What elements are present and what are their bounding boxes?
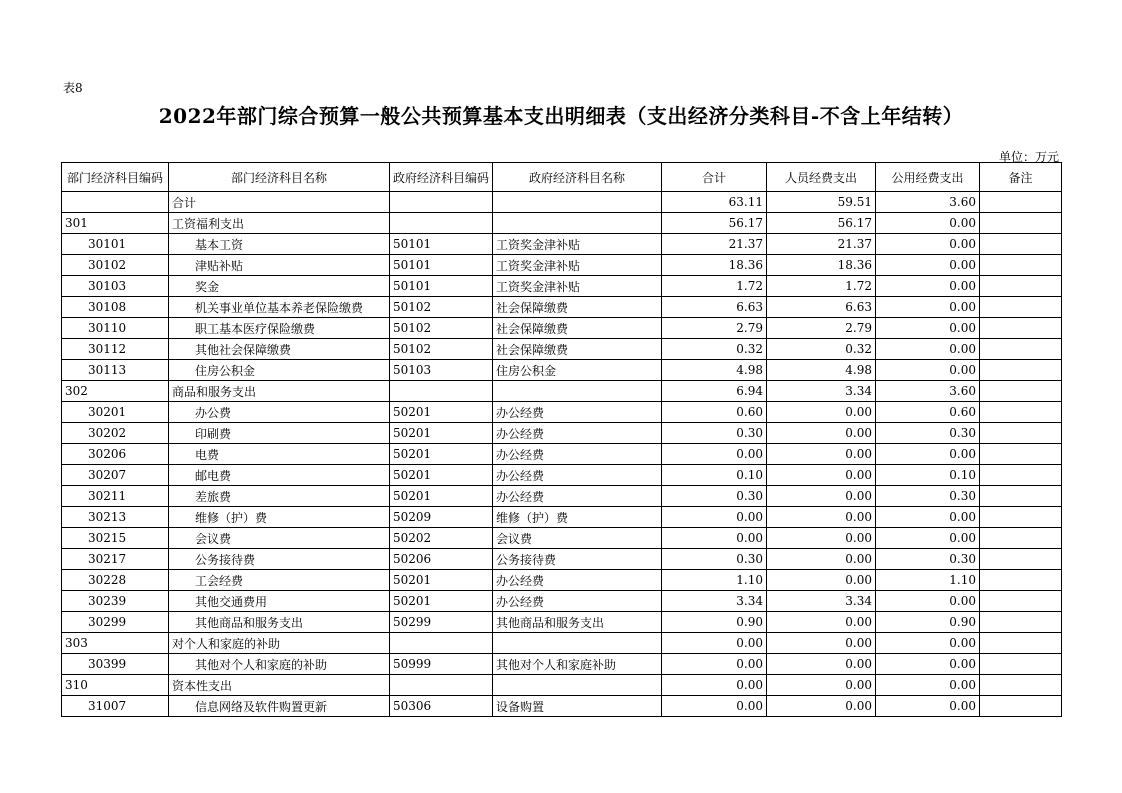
public-cell: 0.30 [876,549,980,570]
table-row [62,444,1062,465]
personnel-cell: 0.00 [767,423,876,444]
gov-code-cell: 50101 [390,234,493,255]
public-cell: 0.00 [876,444,980,465]
note-cell [980,633,1062,654]
column-header: 人员经费支出 [767,163,876,192]
public-cell: 0.00 [876,591,980,612]
table-row [62,486,1062,507]
public-cell: 0.00 [876,654,980,675]
public-cell: 0.30 [876,486,980,507]
table-row [62,255,1062,276]
account-code-cell: 30228 [62,570,169,591]
gov-name-cell: 办公经费 [493,486,662,507]
table-row [62,528,1062,549]
note-cell [980,213,1062,234]
personnel-cell: 0.00 [767,633,876,654]
table-row [62,507,1062,528]
gov-name-cell: 办公经费 [493,465,662,486]
table-row [62,633,1062,654]
public-cell: 0.00 [876,507,980,528]
total-cell: 3.34 [662,591,767,612]
total-cell: 0.00 [662,444,767,465]
column-header: 公用经费支出 [876,163,980,192]
account-name-cell: 公务接待费 [169,549,390,570]
table-row [62,549,1062,570]
account-code-cell: 303 [62,633,169,654]
gov-code-cell: 50202 [390,528,493,549]
account-name-cell: 电费 [169,444,390,465]
column-header: 政府经济科目编码 [390,163,493,192]
gov-name-cell: 工资奖金津补贴 [493,255,662,276]
gov-name-cell: 办公经费 [493,591,662,612]
personnel-cell: 0.32 [767,339,876,360]
note-cell [980,192,1062,213]
note-cell [980,591,1062,612]
note-cell [980,402,1062,423]
note-cell [980,444,1062,465]
table-row [62,276,1062,297]
gov-name-cell: 办公经费 [493,423,662,444]
table-row [62,612,1062,633]
public-cell: 0.00 [876,276,980,297]
account-name-cell: 合计 [169,192,390,213]
account-name-cell: 其他商品和服务支出 [169,612,390,633]
account-name-cell: 机关事业单位基本养老保险缴费 [169,297,390,318]
account-name-cell: 奖金 [169,276,390,297]
public-cell: 0.00 [876,234,980,255]
table-row [62,318,1062,339]
total-cell: 0.90 [662,612,767,633]
note-cell [980,297,1062,318]
total-cell: 6.63 [662,297,767,318]
note-cell [980,675,1062,696]
gov-code-cell: 50102 [390,297,493,318]
column-header: 部门经济科目名称 [169,163,390,192]
total-cell: 0.10 [662,465,767,486]
unit-label: 单位：万元 [998,150,1059,164]
account-code-cell: 30399 [62,654,169,675]
gov-code-cell: 50103 [390,360,493,381]
personnel-cell: 3.34 [767,591,876,612]
gov-code-cell: 50999 [390,654,493,675]
account-name-cell: 资本性支出 [169,675,390,696]
account-name-cell: 津贴补贴 [169,255,390,276]
total-cell: 1.10 [662,570,767,591]
personnel-cell: 3.34 [767,381,876,402]
account-code-cell: 30206 [62,444,169,465]
gov-name-cell: 其他商品和服务支出 [493,612,662,633]
account-code-cell: 31007 [62,696,169,717]
total-cell: 0.00 [662,696,767,717]
account-name-cell: 办公费 [169,402,390,423]
gov-name-cell: 工资奖金津补贴 [493,234,662,255]
total-cell: 6.94 [662,381,767,402]
table-row [62,423,1062,444]
account-name-cell: 信息网络及软件购置更新 [169,696,390,717]
public-cell: 0.00 [876,696,980,717]
personnel-cell: 6.63 [767,297,876,318]
gov-name-cell: 会议费 [493,528,662,549]
table-row [62,402,1062,423]
account-code-cell: 301 [62,213,169,234]
gov-code-cell [390,675,493,696]
gov-code-cell: 50201 [390,591,493,612]
public-cell: 0.00 [876,360,980,381]
gov-code-cell: 50306 [390,696,493,717]
gov-name-cell [493,381,662,402]
personnel-cell: 0.00 [767,402,876,423]
public-cell: 0.10 [876,465,980,486]
personnel-cell: 0.00 [767,486,876,507]
account-code-cell: 30215 [62,528,169,549]
total-cell: 0.30 [662,423,767,444]
total-cell: 1.72 [662,276,767,297]
public-cell: 0.00 [876,255,980,276]
personnel-cell: 0.00 [767,654,876,675]
table-row [62,696,1062,717]
public-cell: 0.00 [876,528,980,549]
total-cell: 2.79 [662,318,767,339]
note-cell [980,654,1062,675]
gov-name-cell: 维修（护）费 [493,507,662,528]
gov-code-cell: 50102 [390,339,493,360]
total-cell: 4.98 [662,360,767,381]
total-cell: 0.00 [662,528,767,549]
note-cell [980,549,1062,570]
table-number: 表8 [63,81,83,95]
personnel-cell: 56.17 [767,213,876,234]
gov-name-cell [493,192,662,213]
gov-code-cell [390,192,493,213]
public-cell: 0.00 [876,339,980,360]
total-cell: 56.17 [662,213,767,234]
gov-code-cell: 50209 [390,507,493,528]
total-cell: 63.11 [662,192,767,213]
note-cell [980,507,1062,528]
account-name-cell: 商品和服务支出 [169,381,390,402]
gov-code-cell: 50101 [390,276,493,297]
gov-code-cell: 50201 [390,444,493,465]
page-title: 2022年部门综合预算一般公共预算基本支出明细表（支出经济分类科目-不含上年结转） [158,104,964,128]
account-code-cell: 30213 [62,507,169,528]
account-code-cell [62,192,169,213]
public-cell: 0.00 [876,297,980,318]
account-name-cell: 职工基本医疗保险缴费 [169,318,390,339]
public-cell: 3.60 [876,381,980,402]
note-cell [980,612,1062,633]
total-cell: 21.37 [662,234,767,255]
gov-name-cell: 其他对个人和家庭补助 [493,654,662,675]
gov-name-cell: 设备购置 [493,696,662,717]
note-cell [980,381,1062,402]
account-name-cell: 住房公积金 [169,360,390,381]
gov-code-cell: 50101 [390,255,493,276]
account-name-cell: 对个人和家庭的补助 [169,633,390,654]
note-cell [980,570,1062,591]
public-cell: 0.00 [876,318,980,339]
note-cell [980,255,1062,276]
personnel-cell: 59.51 [767,192,876,213]
personnel-cell: 0.00 [767,528,876,549]
personnel-cell: 0.00 [767,612,876,633]
table-row [62,213,1062,234]
public-cell: 0.90 [876,612,980,633]
account-name-cell: 其他对个人和家庭的补助 [169,654,390,675]
personnel-cell: 21.37 [767,234,876,255]
gov-name-cell: 住房公积金 [493,360,662,381]
account-code-cell: 302 [62,381,169,402]
gov-code-cell: 50201 [390,465,493,486]
note-cell [980,339,1062,360]
personnel-cell: 0.00 [767,507,876,528]
personnel-cell: 0.00 [767,444,876,465]
account-name-cell: 邮电费 [169,465,390,486]
table-row [62,591,1062,612]
table-row [62,654,1062,675]
gov-name-cell: 社会保障缴费 [493,297,662,318]
gov-name-cell: 办公经费 [493,570,662,591]
personnel-cell: 0.00 [767,465,876,486]
note-cell [980,696,1062,717]
total-cell: 0.00 [662,507,767,528]
account-code-cell: 30202 [62,423,169,444]
total-cell: 0.00 [662,675,767,696]
gov-name-cell: 社会保障缴费 [493,339,662,360]
account-name-cell: 印刷费 [169,423,390,444]
public-cell: 0.60 [876,402,980,423]
column-header: 备注 [980,163,1062,192]
budget-table [61,162,1062,717]
note-cell [980,360,1062,381]
account-name-cell: 其他社会保障缴费 [169,339,390,360]
note-cell [980,318,1062,339]
column-header: 合计 [662,163,767,192]
gov-code-cell [390,213,493,234]
total-cell: 0.00 [662,633,767,654]
column-header: 政府经济科目名称 [493,163,662,192]
personnel-cell: 2.79 [767,318,876,339]
note-cell [980,486,1062,507]
account-code-cell: 30239 [62,591,169,612]
table-row [62,297,1062,318]
table-row [62,339,1062,360]
account-code-cell: 30110 [62,318,169,339]
account-name-cell: 会议费 [169,528,390,549]
gov-code-cell: 50201 [390,423,493,444]
gov-name-cell: 工资奖金津补贴 [493,276,662,297]
personnel-cell: 18.36 [767,255,876,276]
table-row [62,360,1062,381]
note-cell [980,276,1062,297]
account-name-cell: 工资福利支出 [169,213,390,234]
gov-name-cell: 社会保障缴费 [493,318,662,339]
personnel-cell: 1.72 [767,276,876,297]
gov-code-cell: 50201 [390,486,493,507]
gov-code-cell: 50201 [390,402,493,423]
column-header: 部门经济科目编码 [62,163,169,192]
gov-name-cell [493,675,662,696]
public-cell: 1.10 [876,570,980,591]
table-body [62,192,1062,717]
account-code-cell: 30108 [62,297,169,318]
account-code-cell: 30201 [62,402,169,423]
public-cell: 0.00 [876,675,980,696]
gov-name-cell [493,633,662,654]
total-cell: 0.30 [662,486,767,507]
public-cell: 0.00 [876,213,980,234]
gov-code-cell [390,633,493,654]
note-cell [980,423,1062,444]
account-code-cell: 30207 [62,465,169,486]
account-name-cell: 差旅费 [169,486,390,507]
table-row [62,570,1062,591]
table-header-row [62,163,1062,192]
total-cell: 0.30 [662,549,767,570]
table-row [62,675,1062,696]
account-code-cell: 30211 [62,486,169,507]
gov-name-cell: 公务接待费 [493,549,662,570]
account-name-cell: 基本工资 [169,234,390,255]
table-row [62,381,1062,402]
account-code-cell: 30299 [62,612,169,633]
gov-name-cell [493,213,662,234]
gov-code-cell [390,381,493,402]
personnel-cell: 0.00 [767,696,876,717]
account-name-cell: 其他交通费用 [169,591,390,612]
total-cell: 0.60 [662,402,767,423]
total-cell: 0.32 [662,339,767,360]
public-cell: 0.00 [876,633,980,654]
public-cell: 0.30 [876,423,980,444]
personnel-cell: 0.00 [767,675,876,696]
note-cell [980,465,1062,486]
table-row [62,192,1062,213]
account-code-cell: 30103 [62,276,169,297]
gov-code-cell: 50206 [390,549,493,570]
total-cell: 18.36 [662,255,767,276]
total-cell: 0.00 [662,654,767,675]
account-name-cell: 工会经费 [169,570,390,591]
gov-name-cell: 办公经费 [493,402,662,423]
personnel-cell: 0.00 [767,549,876,570]
account-code-cell: 30112 [62,339,169,360]
personnel-cell: 0.00 [767,570,876,591]
note-cell [980,528,1062,549]
account-code-cell: 30113 [62,360,169,381]
public-cell: 3.60 [876,192,980,213]
table-row [62,234,1062,255]
gov-code-cell: 50102 [390,318,493,339]
note-cell [980,234,1062,255]
account-name-cell: 维修（护）费 [169,507,390,528]
gov-code-cell: 50299 [390,612,493,633]
table-row [62,465,1062,486]
account-code-cell: 30217 [62,549,169,570]
personnel-cell: 4.98 [767,360,876,381]
gov-code-cell: 50201 [390,570,493,591]
account-code-cell: 310 [62,675,169,696]
account-code-cell: 30102 [62,255,169,276]
account-code-cell: 30101 [62,234,169,255]
gov-name-cell: 办公经费 [493,444,662,465]
